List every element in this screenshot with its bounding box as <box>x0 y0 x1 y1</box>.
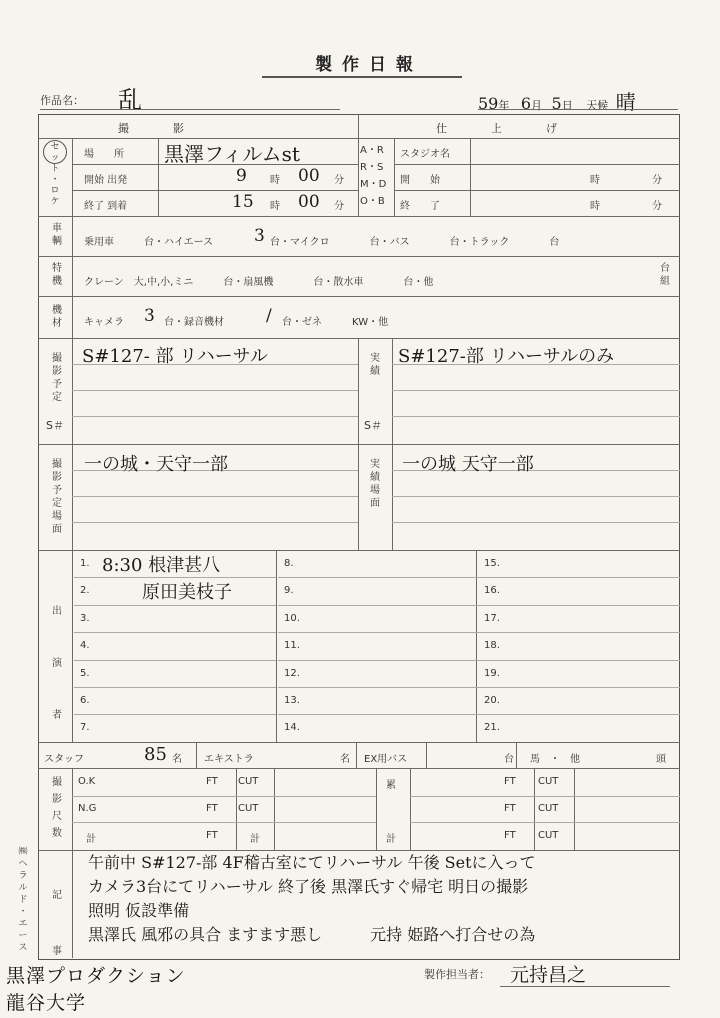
equipment-label <box>50 304 64 330</box>
year-unit: 年 <box>498 99 510 112</box>
cast-rule <box>478 577 680 578</box>
printer-mark-char: ・ <box>18 907 28 917</box>
plan-scene-label <box>50 352 64 404</box>
bus-unit: 台 <box>504 754 514 765</box>
plan-place-label-char: 場 <box>52 511 62 522</box>
printer-mark-char: エ <box>18 919 28 929</box>
post-heading: 仕 上 げ <box>436 122 557 135</box>
actual-place-value: 一の城 天守一部 <box>402 454 534 475</box>
equipment-label-char: 材 <box>52 318 62 329</box>
vehicles-label <box>50 222 64 248</box>
cast-number: 16. <box>484 585 500 596</box>
cast-rule <box>478 632 680 633</box>
cast-number: 12. <box>284 668 300 679</box>
place-value: 黒澤フィルムst <box>164 142 300 166</box>
notes-label-char: 事 <box>52 946 62 957</box>
special-text: クレーン 大,中,小,ミニ 台・扇風機 台・散水車 台・他 <box>84 277 434 288</box>
place-label: 場 所 <box>84 149 124 160</box>
start-min: 00 <box>298 166 320 186</box>
weather-label: 天候 <box>586 99 609 112</box>
printer-mark-char: ヘ <box>18 859 28 869</box>
film-label-char: 尺 <box>52 811 62 822</box>
ok-label: O.K <box>78 776 96 787</box>
special-unit <box>658 262 672 288</box>
cum-cut-2: CUT <box>538 803 559 814</box>
cast-label-char: 者 <box>52 710 62 721</box>
total-label: 計 <box>86 834 96 845</box>
cast-number: 10. <box>284 613 300 624</box>
date-day: 5 <box>551 94 562 113</box>
plan-place-label-char: 定 <box>52 498 62 509</box>
plan-label-char: 影 <box>52 366 62 377</box>
actual-place-label-char: 績 <box>370 472 380 483</box>
extra-label: エキストラ <box>204 754 254 765</box>
cast-number: 5. <box>80 668 90 679</box>
printer-mark-char: ド <box>18 895 28 905</box>
cast-number: 17. <box>484 613 500 624</box>
cast-number: 2. <box>80 585 90 596</box>
studio-label: スタジオ名 <box>400 149 450 160</box>
actual-place-label-char: 面 <box>370 498 380 509</box>
actual-label-char: 実 <box>370 353 380 364</box>
end-min-unit: 分 <box>334 201 344 212</box>
cum-cut-3: CUT <box>538 830 559 841</box>
note-line: 黒澤氏 風邪の具合 ますます悪し 元持 姫路へ打合せの為 <box>88 925 536 944</box>
actual-scene-value: S#127-部 リハーサルのみ <box>398 346 615 367</box>
actual-place-label-char: 場 <box>370 485 380 496</box>
printer-mark-char: ㈱ <box>18 847 28 857</box>
plan-label-char: 定 <box>52 392 62 403</box>
cumulative-total: 計 <box>386 834 396 845</box>
cumulative-label: 累 <box>386 780 396 791</box>
actual-sharp: S＃ <box>364 419 382 432</box>
printer-mark-char: ル <box>18 883 28 893</box>
manager-label: 製作担当者： <box>424 968 490 981</box>
set-location-char: ロ <box>50 186 60 196</box>
post-end-hour-unit: 時 <box>590 201 600 212</box>
cast-number: 6. <box>80 695 90 706</box>
work-value: 乱 <box>118 86 142 114</box>
special-label-char: 機 <box>52 276 62 287</box>
cast-rule <box>478 687 680 688</box>
special-label <box>50 262 64 288</box>
cum-ft-3: FT <box>504 830 516 841</box>
ng-cut: CUT <box>238 803 259 814</box>
cast-rule <box>74 687 276 688</box>
equipment-rest: 台・ゼネ KW・他 <box>282 317 389 328</box>
manager-value: 元持昌之 <box>510 964 587 986</box>
work-label: 作品名： <box>40 94 84 107</box>
cast-rule <box>74 660 276 661</box>
cast-name: 8:30 根津甚八 <box>102 555 221 576</box>
cast-rule <box>278 577 478 578</box>
cast-rule <box>278 605 478 606</box>
printer-mark-char: ラ <box>18 871 28 881</box>
shoot-heading: 撮 影 <box>118 122 184 135</box>
other-unit: 頭 <box>656 754 666 765</box>
cum-cut-1: CUT <box>538 776 559 787</box>
end-label: 終了 到着 <box>84 201 128 212</box>
printer-mark <box>16 846 30 954</box>
cum-ft-1: FT <box>504 776 516 787</box>
plan-label-char: 撮 <box>52 353 62 364</box>
vehicles-rest: 台・マイクロ 台・バス 台・トラック 台 <box>270 237 560 248</box>
actual-place-label-char: 実 <box>370 459 380 470</box>
end-min: 00 <box>298 192 320 212</box>
cast-rule <box>478 660 680 661</box>
post-start-hour-unit: 時 <box>590 175 600 186</box>
total-sum: 計 <box>250 834 260 845</box>
staff-unit: 名 <box>172 754 182 765</box>
cast-rule <box>74 632 276 633</box>
vehicles-label-char: 輌 <box>52 236 62 247</box>
set-location-char: ・ <box>50 175 60 185</box>
cast-number: 9. <box>284 585 294 596</box>
post-start-label: 開 始 <box>400 175 440 186</box>
cast-rule <box>278 687 478 688</box>
post-code: M・D <box>360 179 387 190</box>
cast-number: 3. <box>80 613 90 624</box>
cast-number: 1. <box>80 558 90 569</box>
ng-label: N.G <box>78 803 97 814</box>
start-min-unit: 分 <box>334 175 344 186</box>
cast-number: 15. <box>484 558 500 569</box>
start-hour: 9 <box>236 166 247 186</box>
note-line: 午前中 S#127-部 4F稽古室にてリハーサル 午後 Setに入って <box>88 853 536 872</box>
other-label: 馬 ・ 他 <box>530 754 580 765</box>
cum-ft-2: FT <box>504 803 516 814</box>
film-label-char: 影 <box>52 794 62 805</box>
extra-unit: 名 <box>340 754 350 765</box>
watermark-text: 龍谷大学 <box>6 992 87 1014</box>
notes-label-char: 記 <box>52 890 62 901</box>
cast-number: 8. <box>284 558 294 569</box>
plan-place-label-char: 予 <box>52 485 62 496</box>
cast-number: 14. <box>284 722 300 733</box>
special-unit-char: 組 <box>660 276 670 287</box>
total-ft: FT <box>206 830 218 841</box>
equipment-label-char: 機 <box>52 305 62 316</box>
post-start-min-unit: 分 <box>652 175 662 186</box>
cast-label-char: 出 <box>52 606 62 617</box>
cast-number: 7. <box>80 722 90 733</box>
cast-rule <box>74 714 276 715</box>
special-unit-char: 台 <box>660 263 670 274</box>
cast-number: 21. <box>484 722 500 733</box>
printer-mark-char: ス <box>18 943 28 953</box>
bus-label: EX用バス <box>364 754 408 765</box>
month-unit: 月 <box>531 99 543 112</box>
set-location-char: ッ <box>50 153 60 163</box>
film-label-char: 数 <box>52 828 62 839</box>
camera-count: 3 <box>144 306 155 326</box>
hiace-count: 3 <box>254 226 265 246</box>
cast-number: 13. <box>284 695 300 706</box>
post-end-min-unit: 分 <box>652 201 662 212</box>
page-title: 製 作 日 報 <box>315 55 415 75</box>
cast-number: 18. <box>484 640 500 651</box>
post-code: A・R <box>360 145 384 156</box>
film-label <box>50 774 64 842</box>
plan-place-label-char: 撮 <box>52 459 62 470</box>
rec-count: / <box>266 306 272 326</box>
cast-number: 19. <box>484 668 500 679</box>
cast-name: 原田美枝子 <box>142 582 232 603</box>
end-hour: 15 <box>232 192 254 212</box>
note-line: カメラ3台にてリハーサル 終了後 黒澤氏すぐ帰宅 明日の撮影 <box>88 877 529 896</box>
vehicles-text: 乗用車 台・ハイエース <box>84 237 214 248</box>
cast-rule <box>478 714 680 715</box>
camera-label: キャメラ <box>84 317 124 328</box>
ok-cut: CUT <box>238 776 259 787</box>
cast-label <box>50 586 64 742</box>
set-location-char: セ <box>50 142 60 152</box>
date-year: 59 <box>478 94 499 113</box>
actual-scene-label <box>368 352 382 378</box>
cast-number: 4. <box>80 640 90 651</box>
cast-rule <box>278 660 478 661</box>
cast-rule <box>278 714 478 715</box>
company-name: 黒澤プロダクション <box>6 965 186 987</box>
film-label-char: 撮 <box>52 777 62 788</box>
post-end-label: 終 了 <box>400 201 440 212</box>
plan-place-label <box>50 458 64 536</box>
actual-label-char: 績 <box>370 366 380 377</box>
staff-count: 85 <box>144 744 167 765</box>
plan-label-char: 予 <box>52 379 62 390</box>
set-location-char: ケ <box>50 197 60 207</box>
actual-place-label <box>368 458 382 510</box>
staff-label: スタッフ <box>44 754 84 765</box>
plan-place-label-char: 影 <box>52 472 62 483</box>
ng-ft: FT <box>206 803 218 814</box>
special-label-char: 特 <box>52 263 62 274</box>
cast-number: 20. <box>484 695 500 706</box>
vehicles-label-char: 車 <box>52 223 62 234</box>
cast-label-char: 演 <box>52 658 62 669</box>
ok-ft: FT <box>206 776 218 787</box>
end-hour-unit: 時 <box>270 201 280 212</box>
date-block <box>478 86 636 114</box>
start-label: 開始 出発 <box>84 175 128 186</box>
rec-label: 台・録音機材 <box>164 317 224 328</box>
note-line: 照明 仮設準備 <box>88 901 190 920</box>
cast-rule <box>478 605 680 606</box>
set-location-char: ト <box>50 164 60 174</box>
plan-scene-value: S#127- 部 リハーサル <box>82 346 268 367</box>
start-hour-unit: 時 <box>270 175 280 186</box>
cast-rule <box>74 605 276 606</box>
post-code: R・S <box>360 162 384 173</box>
day-unit: 日 <box>561 99 573 112</box>
cast-number: 11. <box>284 640 300 651</box>
date-month: 6 <box>520 94 532 113</box>
post-codes <box>360 142 394 210</box>
post-code: O・B <box>360 196 385 207</box>
plan-sharp: S＃ <box>46 419 64 432</box>
printer-mark-char: ー <box>18 931 28 941</box>
plan-place-value: 一の城・天守一部 <box>84 454 228 475</box>
plan-place-label-char: 面 <box>52 524 62 535</box>
weather-value: 晴 <box>615 90 636 114</box>
cast-rule <box>278 632 478 633</box>
